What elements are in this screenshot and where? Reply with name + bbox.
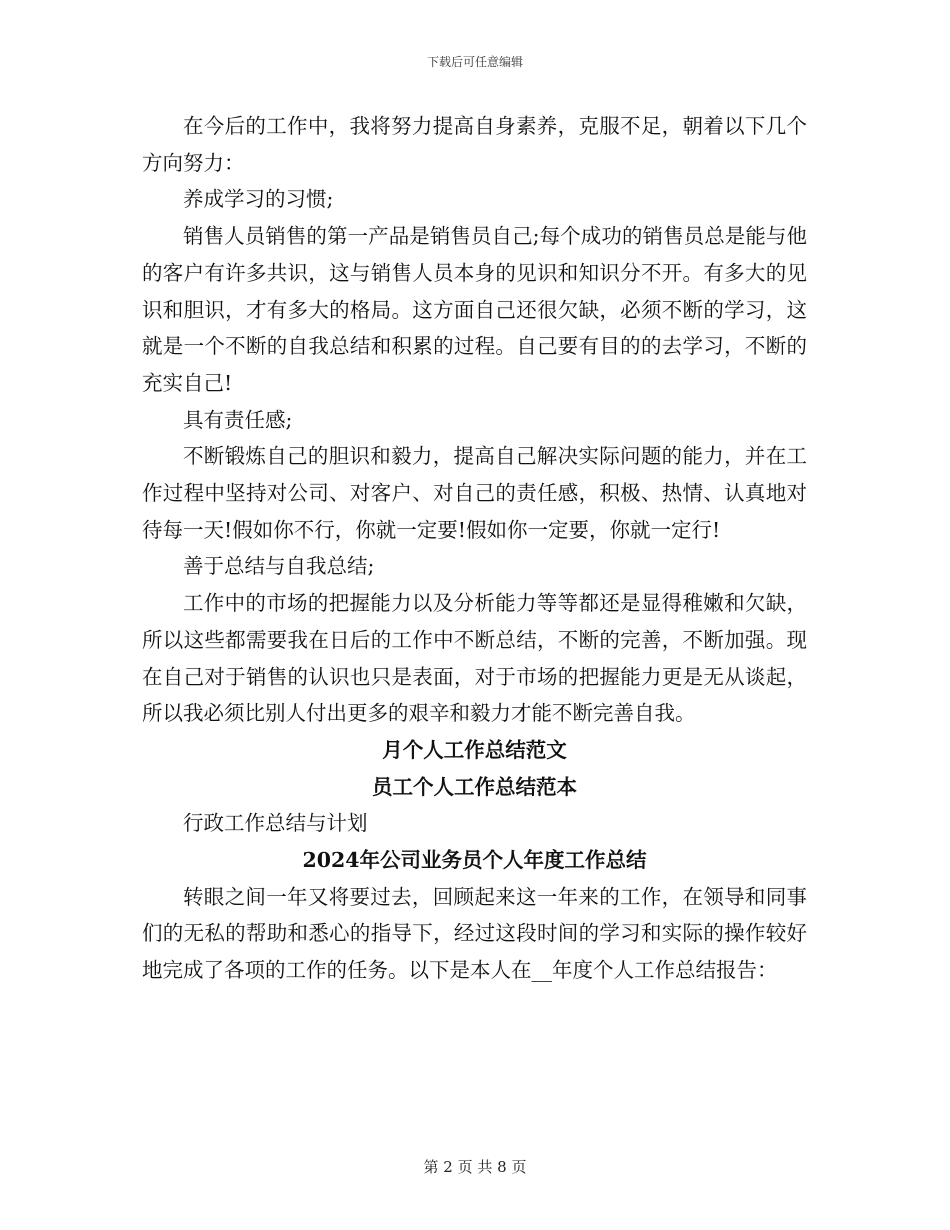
paragraph-learning-detail: 销售人员销售的第一产品是销售员自己;每个成功的销售员总是能与他的客户有许多共识，这与销售人员本身的见识和知识分不开。有多大的见识和胆识，才有多大的格局。这方面自己还很欠缺，必须不断的学习，这就是一个不断的自我总结和积累的过程。自己要有目的的去学习，不断的充实自己! [142,224,807,395]
paragraph-admin-plan: 行政工作总结与计划 [183,811,368,836]
paragraph-intro: 在今后的工作中，我将努力提高自身素养，克服不足，朝着以下几个方向努力： [142,114,807,175]
paragraph-point-responsibility: 具有责任感; [183,407,293,432]
paragraph-point-summary: 善于总结与自我总结; [183,554,375,579]
page-header: 下载后可任意编辑 [426,55,523,69]
paragraph-responsibility-detail: 不断锻炼自己的胆识和毅力，提高自己解决实际问题的能力，并在工作过程中坚持对公司、对客户、对自己的责任感，积极、热情、认真地对待每一天!假如你不行，你就一定要!假如你一定要，你就一定行! [142,444,807,542]
paragraph-point-learning: 养成学习的习惯; [183,187,334,212]
section-title: 2024年公司业务员个人年度工作总结 [302,848,647,873]
heading-monthly-summary: 月个人工作总结范文 [382,737,567,762]
paragraph-annual-summary: 转眼之间一年又将要过去，回顾起来这一年来的工作，在领导和同事们的无私的帮助和悉心的指导下，经过这段时间的学习和实际的操作较好地完成了各项的工作的任务。以下是本人在__年度个人工作总结报告： [142,884,807,983]
document-body [142,108,807,989]
page-footer: 第 2 页 共 8 页 [423,1158,527,1176]
heading-employee-summary: 员工个人工作总结范本 [372,774,577,799]
paragraph-summary-detail: 工作中的市场的把握能力以及分析能力等等都还是显得稚嫩和欠缺，所以这些都需要我在日后的工作中不断总结，不断的完善，不断加强。现在自己对于销售的认识也只是表面，对于市场的把握能力更是无从谈起，所以我必须比别人付出更多的艰辛和毅力才能不断完善自我。 [142,591,807,726]
